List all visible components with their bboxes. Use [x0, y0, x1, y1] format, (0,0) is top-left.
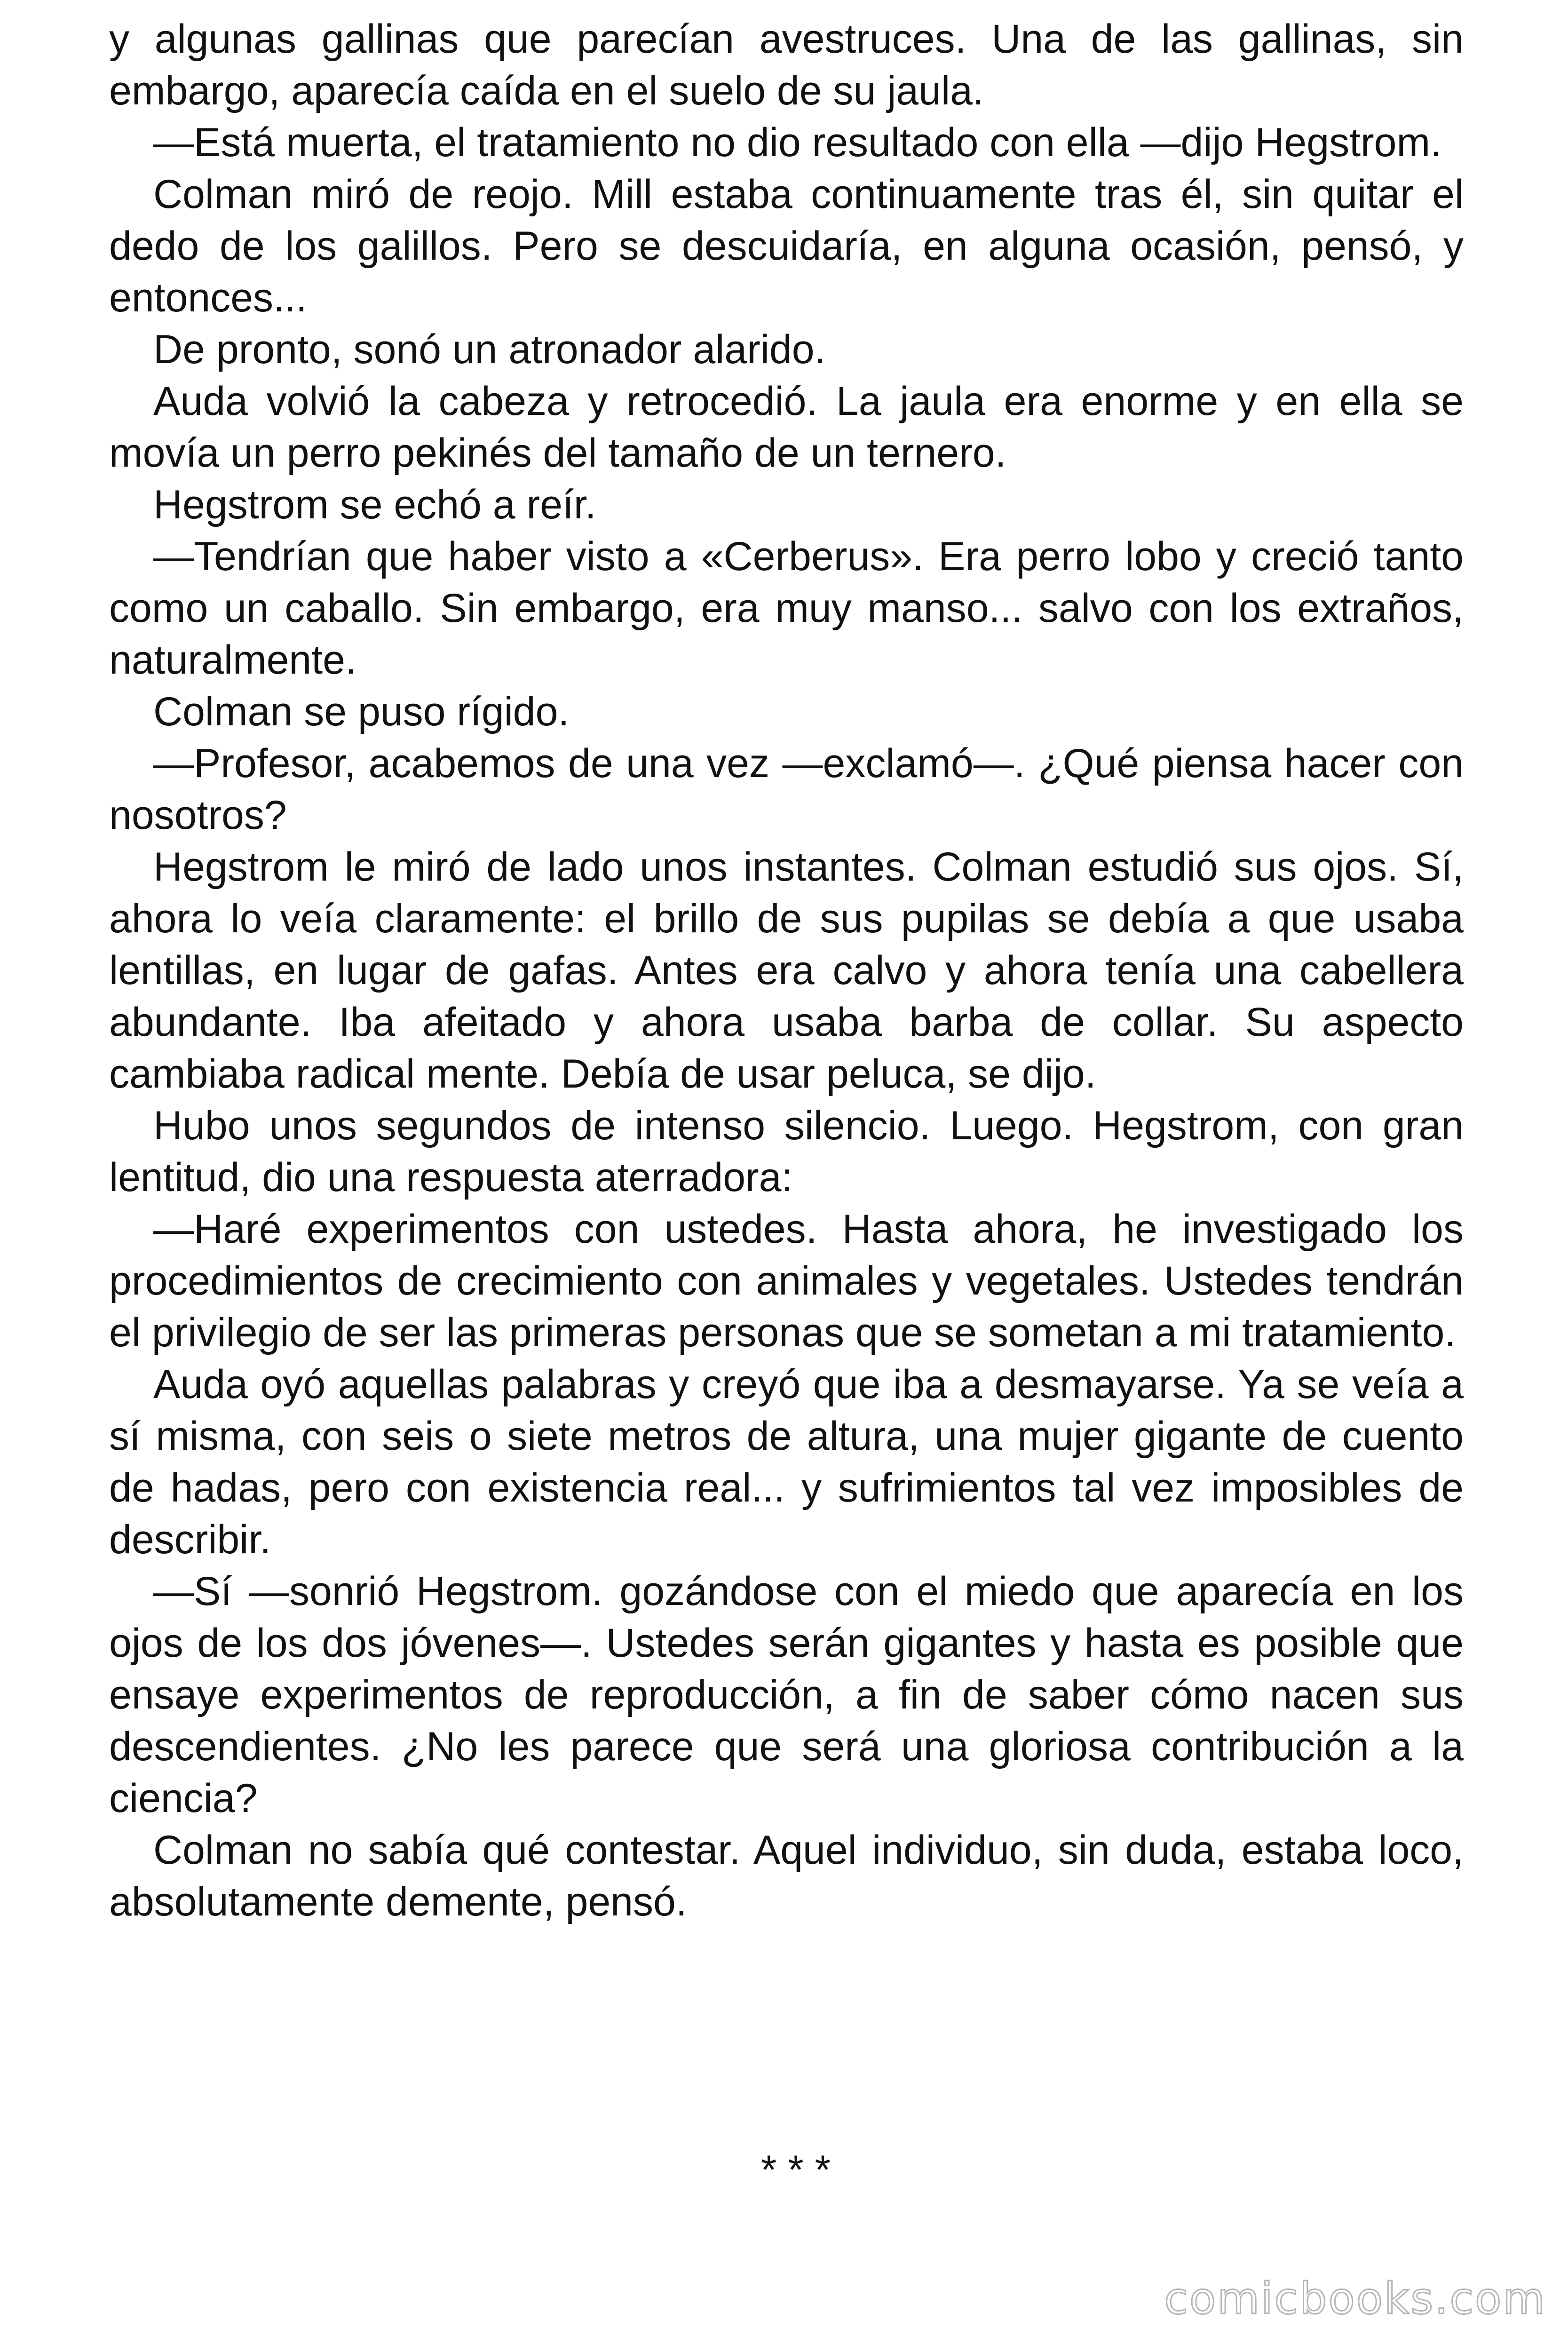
- paragraph: Auda oyó aquellas palabras y creyó que iba a desmayarse. Ya se veía a sí misma, con seis o siete metros de altura, una mujer gigante de cuento de hadas, pero con existencia real... y sufrimientos tal vez imposibles de describir.: [109, 1362, 1464, 1562]
- paragraph: —Haré experimentos con ustedes. Hasta ahora, he investigado los procedimientos de crecimiento con animales y vegetales. Ustedes tendrán el privilegio de ser las primeras personas que se sometan a mi tratamiento.: [109, 1207, 1464, 1355]
- paragraph: —Sí —sonrió Hegstrom. gozándose con el miedo que aparecía en los ojos de los dos jóvenes—. Ustedes serán gigantes y hasta es posible que ensaye experimentos de reproducción, a fin de saber cómo nacen sus descendientes. ¿No les parece que será una gloriosa contribución a la ciencia?: [109, 1569, 1464, 1821]
- paragraph: Auda volvió la cabeza y retrocedió. La jaula era enorme y en ella se movía un perro pekinés del tamaño de un ternero.: [109, 379, 1464, 476]
- paragraph: y algunas gallinas que parecían avestruces. Una de las gallinas, sin embargo, aparecía caída en el suelo de su jaula.: [109, 16, 1464, 113]
- watermark: comicbooks.com: [1164, 2273, 1546, 2324]
- paragraph: —Profesor, acabemos de una vez —exclamó—. ¿Qué piensa hacer con nosotros?: [109, 741, 1464, 838]
- paragraph: —Está muerta, el tratamiento no dio resultado con ella —dijo Hegstrom.: [153, 120, 1441, 165]
- paragraph: —Tendrían que haber visto a «Cerberus». Era perro lobo y creció tanto como un caballo. Sin embargo, era muy manso... salvo con los extraños, naturalmente.: [109, 534, 1464, 683]
- body-text: [109, 13, 1464, 1928]
- paragraph: Colman miró de reojo. Mill estaba continuamente tras él, sin quitar el dedo de los galillos. Pero se descuidaría, en alguna ocasión, pensó, y entonces...: [109, 172, 1464, 320]
- paragraph: Colman no sabía qué contestar. Aquel individuo, sin duda, estaba loco, absolutamente demente, pensó.: [109, 1828, 1464, 1924]
- paragraph: Hegstrom le miró de lado unos instantes. Colman estudió sus ojos. Sí, ahora lo veía claramente: el brillo de sus pupilas se debía a que usaba lentillas, en lugar de gafas. Antes era calvo y ahora tenía una cabellera abundante. Iba afeitado y ahora usaba barba de collar. Su aspecto cambiaba radical mente. Debía de usar peluca, se dijo.: [109, 844, 1464, 1097]
- section-separator: * * *: [760, 2147, 831, 2193]
- paragraph: Hegstrom se echó a reír.: [153, 482, 596, 527]
- paragraph: Colman se puso rígido.: [153, 689, 570, 734]
- paragraph: De pronto, sonó un atronador alarido.: [153, 327, 826, 372]
- paragraph: Hubo unos segundos de intenso silencio. Luego. Hegstrom, con gran lentitud, dio una respuesta aterradora:: [109, 1103, 1464, 1200]
